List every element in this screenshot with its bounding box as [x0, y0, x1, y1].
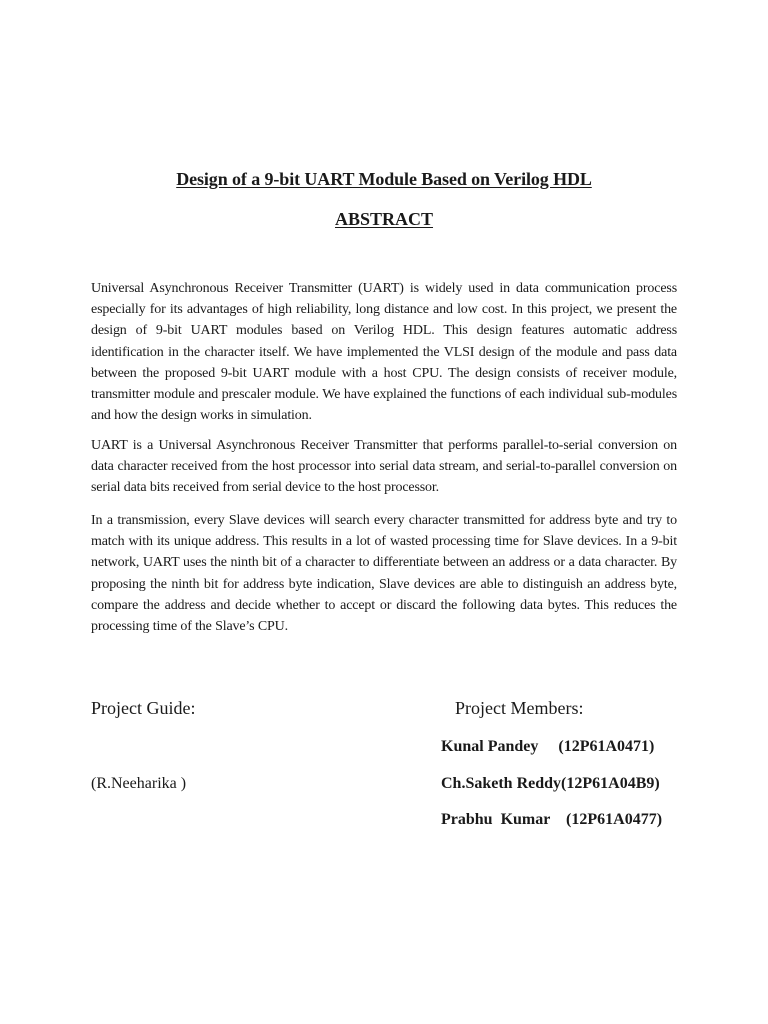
project-guide-name: (R.Neeharika )	[91, 775, 187, 792]
project-member: Prabhu Kumar (12P61A0477)	[441, 811, 663, 828]
abstract-paragraph-1: Universal Asynchronous Receiver Transmitter (UART) is widely used in data communication process especially for its advantages of high reliability, long distance and low cost. In this project, we present the design of 9-bit UART modules based on Verilog HDL. This design features automatic address identification in the character itself. We have implemented the VLSI design of the module and pass data between the proposed 9-bit UART module with a host CPU. The design consists of receiver module, transmitter module and prescaler module. We have explained the functions of each individual sub-modules and how the design works in simulation.	[91, 281, 677, 424]
abstract-paragraph-2: UART is a Universal Asynchronous Receiver Transmitter that performs parallel-to-serial conversion on data character received from the host processor into serial data stream, and serial-to-parallel conversion on serial data bits received from serial device to the host processor.	[91, 438, 677, 496]
abstract-paragraph-3: In a transmission, every Slave devices will search every character transmitted for address byte and try to match with its unique address. This results in a lot of wasted processing time for Slave devices. In a 9-bit network, UART uses the ninth bit of a character to differentiate between an address or a data character. By proposing the ninth bit for address byte indication, Slave devices are able to distinguish an address byte, compare the address and decide whether to accept or discard the following data bytes. This reduces the processing time of the Slave’s CPU.	[91, 513, 677, 635]
project-members-label: Project Members:	[455, 698, 584, 718]
abstract-heading: ABSTRACT	[334, 209, 434, 229]
document-title: Design of a 9-bit UART Module Based on Verilog HDL	[176, 169, 592, 189]
project-guide-label: Project Guide:	[91, 698, 196, 718]
project-member: Ch.Saketh Reddy(12P61A04B9)	[441, 775, 660, 792]
project-member: Kunal Pandey (12P61A0471)	[441, 738, 655, 755]
